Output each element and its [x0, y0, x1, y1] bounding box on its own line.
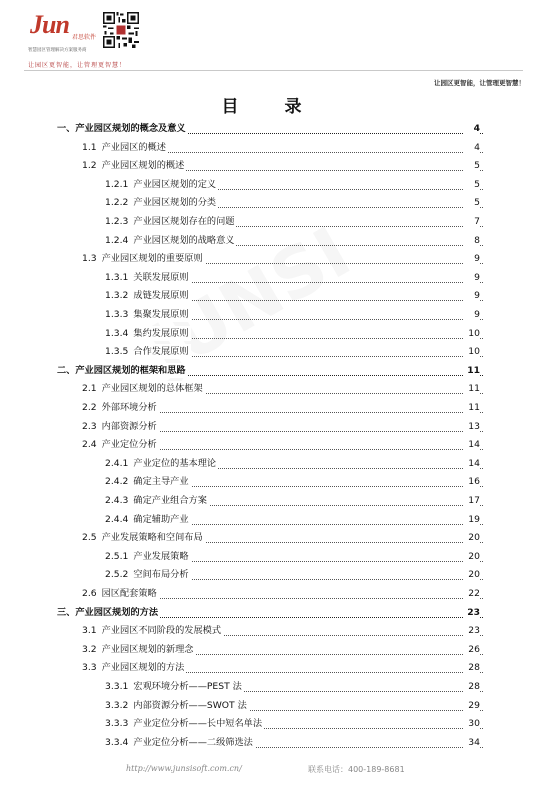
toc-page-number: 9	[464, 270, 480, 285]
toc-page-number: 28	[464, 660, 480, 675]
toc-page-number: 5	[464, 158, 480, 173]
toc-entry-label: 产业定位分析——二级筛选法	[133, 736, 253, 748]
toc-entry-title	[57, 363, 188, 378]
toc-entry-label: 确定主导产业	[133, 476, 189, 488]
toc-entry-number: 3.3.1	[105, 681, 129, 692]
toc-page-number: 11	[464, 400, 480, 415]
toc-entry-title	[105, 456, 218, 471]
toc-entry[interactable]	[0, 363, 543, 378]
toc-entry-label: 集约发展原则	[133, 327, 189, 339]
toc-entry[interactable]	[0, 400, 543, 415]
toc-entry-number: 1.2.3	[105, 216, 129, 227]
toc-entry[interactable]	[0, 307, 543, 322]
qr-code-icon	[103, 12, 139, 48]
toc-page-number: 23	[464, 605, 480, 620]
toc-entry-title	[82, 158, 186, 173]
toc-entry[interactable]	[0, 698, 543, 713]
toc-entry-number: 3.3	[82, 662, 97, 674]
toc-page-number: 29	[464, 698, 480, 713]
toc-page-number: 20	[464, 567, 480, 582]
toc-page-number: 16	[464, 474, 480, 489]
toc-entry[interactable]	[0, 530, 543, 545]
toc-entry-title	[105, 307, 191, 322]
toc-entry-label: 内部资源分析——SWOT 法	[133, 699, 247, 711]
toc-entry-number: 2.4.1	[105, 457, 129, 469]
toc-entry[interactable]	[0, 140, 543, 155]
toc-entry-title	[105, 474, 191, 489]
toc-entry-title	[105, 567, 191, 582]
toc-page-number: 14	[464, 437, 480, 452]
toc-entry[interactable]	[0, 270, 543, 285]
toc-entry-label: 宏观环境分析——PEST 法	[133, 681, 242, 692]
toc-page-number: 10	[464, 326, 480, 341]
toc-entry[interactable]	[0, 567, 543, 582]
toc-entry-number: 3.3.2	[105, 699, 129, 711]
toc-entry-title	[105, 177, 218, 192]
toc-entry[interactable]	[0, 642, 543, 657]
toc-entry-label: 产业园区规划的总体框架	[101, 383, 203, 395]
toc-entry-title	[105, 716, 264, 731]
toc-entry[interactable]	[0, 623, 543, 638]
toc-entry-title	[105, 698, 249, 713]
toc-entry-title	[105, 735, 255, 750]
toc-entry-number: 1.2.1	[105, 178, 129, 190]
toc-entry-label: 产业园区规划的概念及意义	[75, 123, 186, 134]
toc-entry[interactable]	[0, 214, 543, 229]
toc-entry-label: 外部环境分析	[101, 402, 157, 413]
toc-entry[interactable]	[0, 493, 543, 508]
toc-entry-title	[105, 214, 236, 229]
toc-entry-title	[105, 493, 209, 508]
toc-entry[interactable]	[0, 716, 543, 731]
toc-entry-number: 2.5.1	[105, 550, 129, 562]
toc-entry[interactable]	[0, 474, 543, 489]
toc-entry-label: 产业定位分析——长中短名单法	[133, 718, 263, 730]
toc-entry-label: 产业园区规划的重要原则	[101, 253, 203, 265]
toc-entry-label: 产业发展策略	[133, 550, 189, 562]
toc-entry-label: 产业园区不同阶段的发展模式	[101, 625, 222, 637]
toc-entry-number: 1.1	[82, 141, 97, 153]
toc-entry-label: 产业园区的概述	[101, 141, 166, 153]
toc-entry[interactable]	[0, 326, 543, 341]
toc-entry-number: 3.3.4	[105, 736, 129, 748]
footer-url[interactable]: http://www.junsisoft.com.cn/	[126, 764, 242, 773]
toc-entry-number: 1.2.2	[105, 197, 129, 209]
toc-entry-title	[82, 419, 159, 434]
toc-entry[interactable]	[0, 660, 543, 675]
logo-brand-cn: 君思软件	[72, 34, 97, 41]
toc-entry-title	[82, 586, 159, 601]
toc-page-number: 22	[464, 586, 480, 601]
toc-entry-title	[57, 121, 188, 136]
toc-entry-number: 1.3.4	[105, 327, 129, 339]
toc-entry-title	[105, 679, 244, 694]
toc-entry-label: 空间布局分析	[133, 569, 189, 581]
toc-entry-title	[105, 270, 191, 285]
toc-entry[interactable]	[0, 456, 543, 471]
toc-entry-number: 一、	[57, 123, 76, 134]
toc-page-number: 23	[464, 623, 480, 638]
toc-page-number: 13	[464, 419, 480, 434]
toc-entry-number: 2.5	[82, 532, 97, 544]
toc-entry-title	[82, 400, 159, 415]
header-slogan-right: 让园区更智能，让管理更智慧！	[434, 79, 525, 87]
toc-entry[interactable]	[0, 121, 543, 136]
toc-entry-label: 产业园区规划的战略意义	[133, 234, 235, 246]
toc-entry-label: 产业发展策略和空间布局	[101, 532, 203, 544]
toc-entry[interactable]	[0, 549, 543, 564]
toc-page-number: 9	[464, 251, 480, 266]
logo-brand-text: Jun	[30, 10, 69, 39]
toc-page-number: 14	[464, 456, 480, 471]
toc-entry-number: 1.3.5	[105, 346, 129, 358]
toc-entry[interactable]	[0, 195, 543, 210]
toc-entry[interactable]	[0, 605, 543, 620]
company-logo	[28, 10, 98, 54]
toc-entry-title	[105, 344, 191, 359]
toc-entry-number: 2.6	[82, 588, 97, 599]
toc-entry-label: 内部资源分析	[101, 420, 157, 432]
toc-entry-title	[105, 512, 191, 527]
toc-entry[interactable]	[0, 586, 543, 601]
toc-entry-title	[82, 642, 196, 657]
toc-entry-number: 2.1	[82, 383, 97, 395]
toc-page-number: 34	[464, 735, 480, 750]
toc-entry[interactable]	[0, 177, 543, 192]
toc-entry-number: 2.4	[82, 439, 97, 451]
toc-entry-number: 3.2	[82, 643, 97, 655]
toc-entry-number: 2.4.2	[105, 476, 129, 488]
footer-phone: 联系电话：400-189-8681	[308, 765, 405, 774]
toc-entry-number: 2.4.3	[105, 495, 129, 506]
toc-entry[interactable]	[0, 735, 543, 750]
toc-page-number: 20	[464, 549, 480, 564]
toc-entry-label: 产业园区规划的分类	[133, 197, 217, 209]
toc-entry-number: 1.3	[82, 253, 97, 265]
toc-entry[interactable]	[0, 512, 543, 527]
toc-entry-label: 产业园区规划的方法	[101, 662, 185, 674]
toc-entry-number: 1.3.1	[105, 271, 129, 283]
toc-entry-title	[105, 233, 236, 248]
toc-page-number: 5	[464, 177, 480, 192]
toc-entry-title	[82, 660, 186, 675]
toc-entry-title	[82, 381, 205, 396]
toc-page-number: 17	[464, 493, 480, 508]
logo-subtitle: 智慧园区管理解决方案服务商	[28, 48, 87, 53]
toc-page-number: 4	[464, 121, 480, 136]
toc-entry-number: 3.1	[82, 625, 97, 637]
toc-entry-label: 产业园区规划存在的问题	[133, 216, 235, 227]
toc-entry-label: 产业园区规划的概述	[101, 160, 185, 172]
toc-entry[interactable]	[0, 419, 543, 434]
toc-entry-title	[105, 195, 218, 210]
toc-entry[interactable]	[0, 344, 543, 359]
toc-page-number: 11	[464, 363, 480, 378]
toc-page-number: 4	[464, 140, 480, 155]
toc-entry-number: 2.5.2	[105, 569, 129, 581]
toc-page-number: 10	[464, 344, 480, 359]
toc-entry-number: 1.2.4	[105, 234, 129, 246]
toc-entry-title	[105, 549, 191, 564]
toc-entry-title	[105, 288, 191, 303]
toc-page-number: 9	[464, 288, 480, 303]
toc-entry[interactable]	[0, 233, 543, 248]
toc-entry[interactable]	[0, 679, 543, 694]
toc-entry-title	[82, 530, 205, 545]
toc-entry-number: 2.3	[82, 420, 97, 432]
toc-entry-label: 产业园区规划的新理念	[101, 643, 194, 655]
toc-entry-title	[82, 140, 168, 155]
toc-entry[interactable]	[0, 288, 543, 303]
toc-page-number: 19	[464, 512, 480, 527]
toc-entry-number: 3.3.3	[105, 718, 129, 730]
toc-entry-label: 集聚发展原则	[133, 309, 189, 320]
toc-entry-label: 产业定位的基本理论	[133, 457, 217, 469]
toc-entry-label: 合作发展原则	[133, 346, 189, 358]
toc-entry[interactable]	[0, 158, 543, 173]
toc-entry-label: 确定辅助产业	[133, 513, 189, 525]
toc-entry-title	[82, 437, 159, 452]
toc-page-number: 30	[464, 716, 480, 731]
toc-page-number: 9	[464, 307, 480, 322]
header-divider	[24, 70, 523, 71]
toc-entry-title	[82, 623, 223, 638]
page-title: 目 录	[221, 97, 322, 117]
toc-entry-title	[105, 326, 191, 341]
toc-entry-label: 确定产业组合方案	[133, 495, 207, 506]
toc-entry-title	[82, 251, 205, 266]
toc-entry[interactable]	[0, 251, 543, 266]
toc-entry-label: 园区配套策略	[101, 588, 157, 599]
toc-entry-number: 2.2	[82, 402, 97, 413]
toc-entry-title	[57, 605, 160, 620]
toc-page-number: 20	[464, 530, 480, 545]
toc-page-number: 7	[464, 214, 480, 229]
toc-entry-number: 1.2	[82, 160, 97, 172]
toc-entry-number: 1.3.2	[105, 290, 129, 302]
toc-entry-label: 产业园区规划的方法	[75, 606, 159, 618]
toc-entry-label: 产业园区规划的框架和思路	[75, 364, 186, 376]
toc-page-number: 11	[464, 381, 480, 396]
toc-entry-label: 产业定位分析	[101, 439, 157, 451]
header-slogan: 让园区更智能，让管理更智慧！	[28, 62, 127, 69]
toc-page-number: 28	[464, 679, 480, 694]
toc-entry-number: 二、	[57, 364, 76, 376]
toc-entry-number: 三、	[57, 606, 76, 618]
toc-entry-number: 2.4.4	[105, 513, 129, 525]
toc-entry-label: 产业园区规划的定义	[133, 178, 217, 190]
toc-entry[interactable]	[0, 381, 543, 396]
toc-page-number: 5	[464, 195, 480, 210]
toc-entry[interactable]	[0, 437, 543, 452]
toc-entry-label: 关联发展原则	[133, 271, 189, 283]
toc-entry-number: 1.3.3	[105, 309, 129, 320]
toc-page-number: 8	[464, 233, 480, 248]
toc-entry-label: 成链发展原则	[133, 290, 189, 302]
toc-page-number: 26	[464, 642, 480, 657]
